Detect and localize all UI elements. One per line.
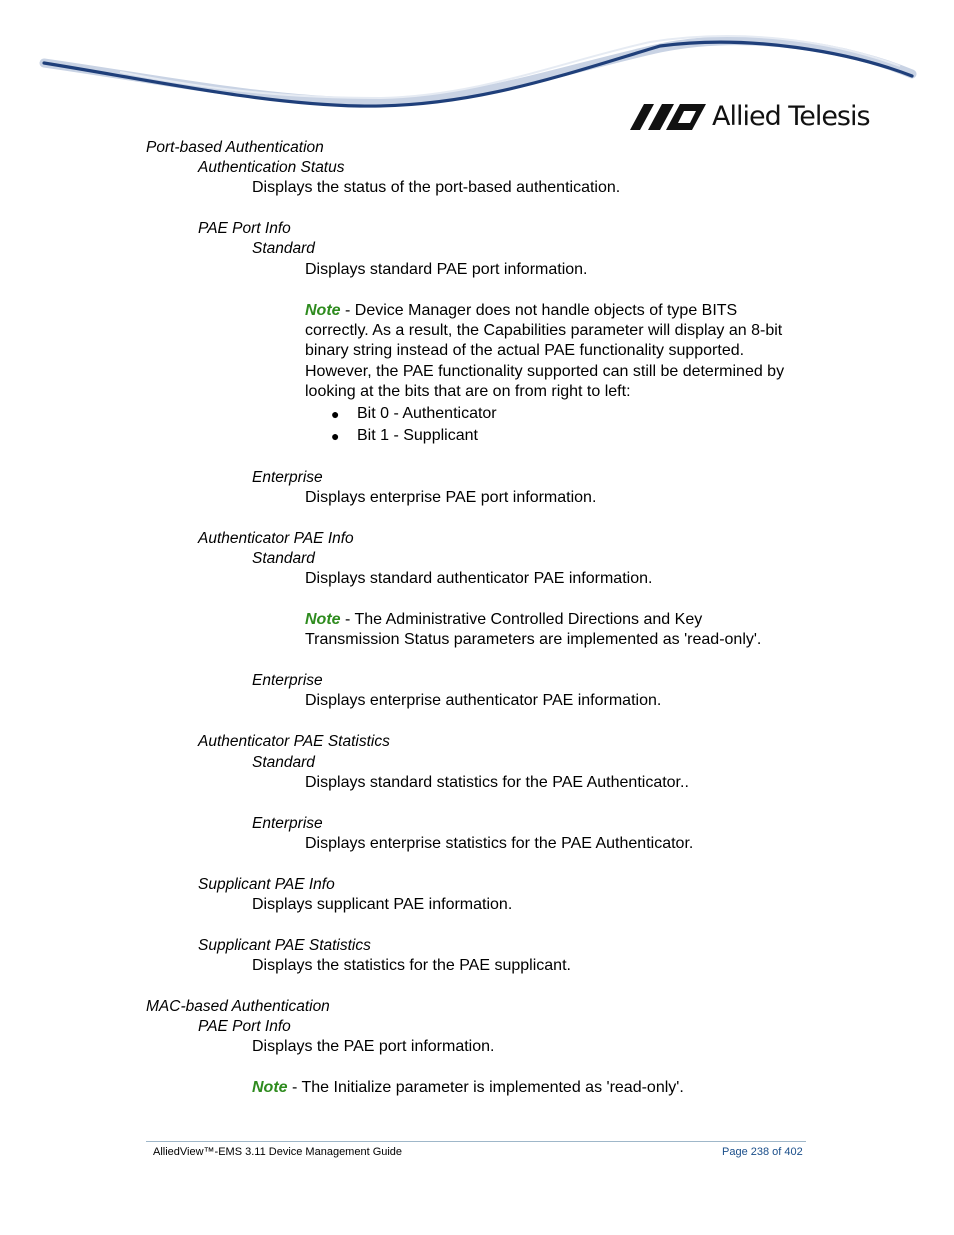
note-text: - Device Manager does not handle objects of type BITS xyxy=(340,302,738,319)
section-heading-mac-based: MAC-based Authentication xyxy=(146,998,330,1015)
bullet-icon: ● xyxy=(331,406,340,422)
desc-pae-standard: Displays standard PAE port information. xyxy=(305,261,588,278)
note-auth-pae xyxy=(305,610,702,630)
desc-auth-status: Displays the status of the port-based authentication. xyxy=(252,179,621,196)
footer-doc-title: AlliedView™-EMS 3.11 Device Management Guide xyxy=(153,1146,403,1158)
desc-auth-pae-enterprise: Displays enterprise authenticator PAE information. xyxy=(305,692,662,709)
subheading-standard: Standard xyxy=(252,240,315,257)
footer-divider xyxy=(146,1141,806,1142)
desc-auth-pae-standard: Displays standard authenticator PAE information. xyxy=(305,570,653,587)
subheading-supp-pae-stats: Supplicant PAE Statistics xyxy=(198,937,371,954)
logo-wordmark: Allied Telesis xyxy=(712,101,870,132)
footer-page-number: Page 238 of 402 xyxy=(722,1146,803,1158)
desc-mac-pae-port-info: Displays the PAE port information. xyxy=(252,1038,495,1055)
allied-telesis-logo xyxy=(630,100,870,134)
subheading-pae-port-info: PAE Port Info xyxy=(198,220,291,237)
bullet-item: Bit 0 - Authenticator xyxy=(357,405,497,422)
note-line: However, the PAE functionality supported can still be determined by xyxy=(305,363,785,380)
subheading-standard: Standard xyxy=(252,550,315,567)
subheading-enterprise: Enterprise xyxy=(252,672,323,689)
section-heading-port-based: Port-based Authentication xyxy=(146,139,324,156)
note-line: binary string instead of the actual PAE functionality supported. xyxy=(305,342,745,359)
desc-supp-pae-stats: Displays the statistics for the PAE supplicant. xyxy=(252,957,571,974)
subheading-mac-pae-port-info: PAE Port Info xyxy=(198,1018,291,1035)
note-text: - The Initialize parameter is implemented as 'read-only'. xyxy=(287,1079,684,1096)
subheading-enterprise: Enterprise xyxy=(252,469,323,486)
note-line: Transmission Status parameters are implemented as 'read-only'. xyxy=(305,631,762,648)
note-text: - The Administrative Controlled Directions and Key xyxy=(340,611,703,628)
note-line: correctly. As a result, the Capabilities parameter will display an 8-bit xyxy=(305,322,783,339)
logo-mark-icon xyxy=(630,103,706,131)
desc-pae-enterprise: Displays enterprise PAE port information. xyxy=(305,489,597,506)
subheading-auth-pae-info: Authenticator PAE Info xyxy=(198,530,354,547)
desc-supp-pae-info: Displays supplicant PAE information. xyxy=(252,896,513,913)
subheading-auth-pae-stats: Authenticator PAE Statistics xyxy=(198,733,390,750)
note-mac-pae xyxy=(252,1078,684,1098)
note-line: looking at the bits that are on from right to left: xyxy=(305,383,631,400)
subheading-auth-status: Authentication Status xyxy=(198,159,345,176)
subheading-supp-pae-info: Supplicant PAE Info xyxy=(198,876,335,893)
desc-stats-enterprise: Displays enterprise statistics for the PAE Authenticator. xyxy=(305,835,694,852)
subheading-enterprise: Enterprise xyxy=(252,815,323,832)
note-label: Note xyxy=(305,611,341,628)
note-label: Note xyxy=(252,1079,288,1096)
note-pae-port xyxy=(305,301,737,321)
subheading-standard: Standard xyxy=(252,754,315,771)
bullet-item: Bit 1 - Supplicant xyxy=(357,427,478,444)
note-label: Note xyxy=(305,302,341,319)
desc-stats-standard: Displays standard statistics for the PAE Authenticator.. xyxy=(305,774,689,791)
bullet-icon: ● xyxy=(331,428,340,444)
